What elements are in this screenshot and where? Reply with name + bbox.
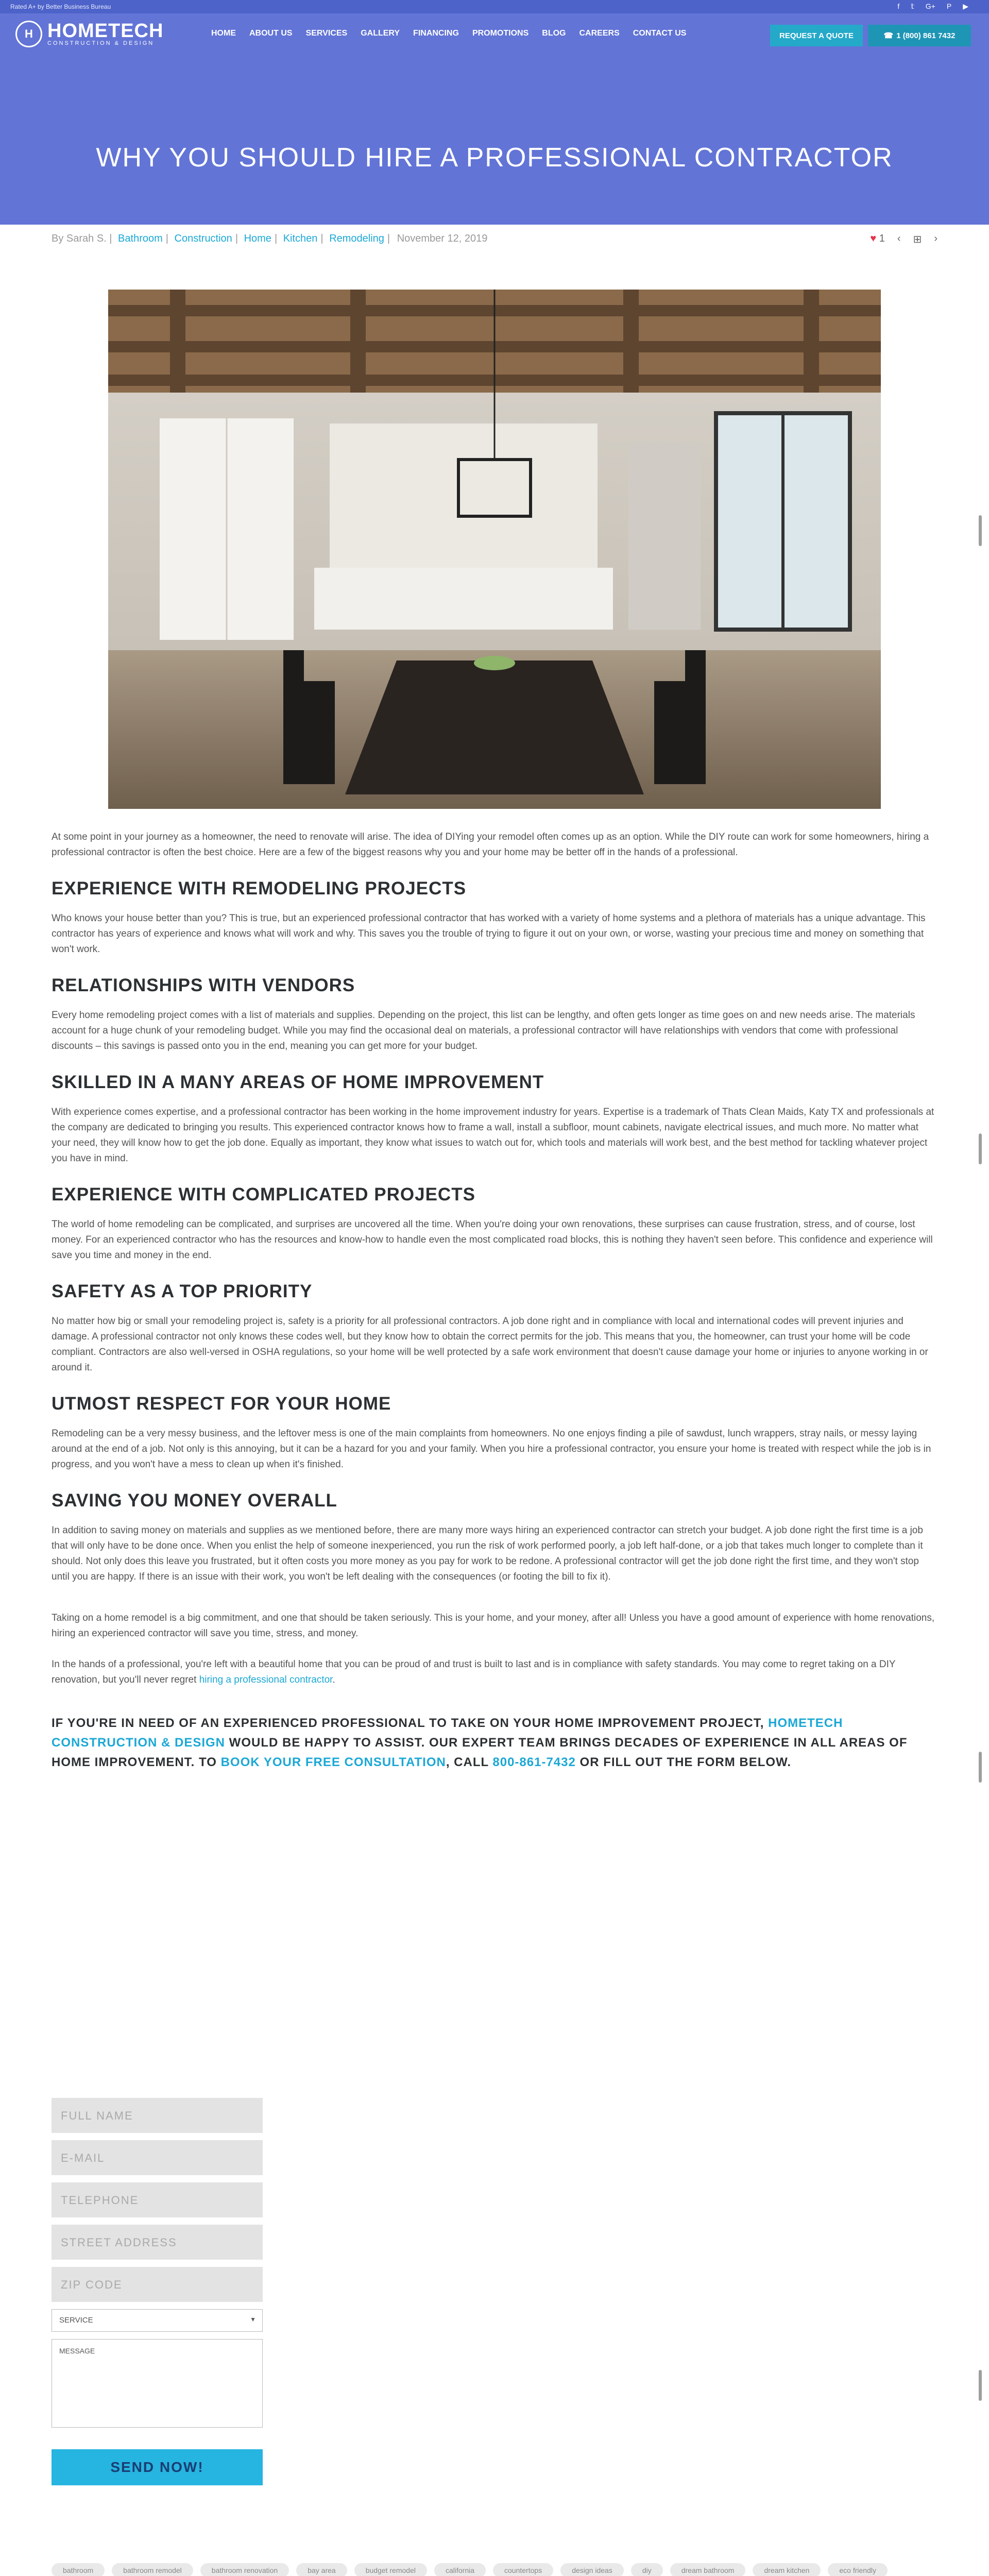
tag-item[interactable]: bathroom — [52, 2563, 105, 2576]
category-remodeling[interactable]: Remodeling — [329, 233, 384, 244]
request-quote-button[interactable]: REQUEST A QUOTE — [770, 25, 863, 46]
cta-text: , CALL — [446, 1755, 493, 1769]
post-meta — [52, 233, 937, 248]
tag-item[interactable]: bathroom renovation — [200, 2563, 289, 2576]
page-hero — [0, 55, 989, 225]
nav-promotions[interactable]: PROMOTIONS — [472, 29, 529, 38]
closing-paragraph: Taking on a home remodel is a big commitment, and one that should be taken seriously. This is your home, and your money, after all! Unless you have a good amount of experience with home renovations, hiring an experienced contractor will save you time, stress, and money. — [52, 1613, 935, 1639]
message-textarea[interactable]: MESSAGE — [52, 2339, 263, 2428]
cta-text: OR FILL OUT THE FORM BELOW. — [575, 1755, 792, 1769]
street-address-input[interactable]: STREET ADDRESS — [52, 2225, 263, 2260]
nav-blog[interactable]: BLOG — [542, 29, 566, 38]
page-title: WHY YOU SHOULD HIRE A PROFESSIONAL CONTRACTOR — [96, 143, 893, 173]
article-body — [52, 829, 937, 1772]
logo-subtitle: CONSTRUCTION & DESIGN — [47, 40, 155, 46]
section-body: Remodeling can be a very messy business, and the leftover mess is one of the main complaints from homeowners. No one enjoys finding a pile of sawdust, lunch wrappers, stray nails, or messy laying around at the end of a job. Not only is this annoying, but it can be a hazard for you and your family. When you hire a professional contractor, you ensure your home is treated with respect while the job is in progress, and you won't have a mess to clean up when it's finished. — [52, 1428, 931, 1470]
prev-post-icon[interactable]: ‹ — [897, 233, 901, 244]
meta-separator: | — [320, 233, 323, 244]
main-nav — [211, 29, 700, 38]
like-button[interactable] — [870, 233, 885, 246]
meta-separator: | — [274, 233, 278, 244]
category-kitchen[interactable]: Kitchen — [283, 233, 318, 244]
bbb-rating-text: Rated A+ by Better Business Bureau — [10, 3, 111, 10]
post-categories — [109, 233, 393, 244]
facebook-icon[interactable]: f — [897, 2, 900, 10]
section-body: No matter how big or small your remodeling project is, safety is a priority for all professional contractors. A job done right and in compliance with local and international codes will prevent injuries and damage. A professional contractor not only knows these codes well, but they know how to obtain the correct permits for the job. This means that you, the homeowner, can trust your home will be code compliant. Contractors are also well-versed in OSHA regulations, so your home will be well protected by a safe work environment that doesn't cause damage your home or injuries to anyone working in or around it. — [52, 1316, 928, 1373]
featured-image — [108, 290, 881, 809]
google-plus-icon[interactable]: G+ — [925, 2, 935, 10]
nav-careers[interactable]: CAREERS — [579, 29, 620, 38]
nav-gallery[interactable]: GALLERY — [361, 29, 400, 38]
cta-text: IF YOU'RE IN NEED OF AN EXPERIENCED PROFESSIONAL TO TAKE ON YOUR HOME IMPROVEMENT PROJECT, — [52, 1716, 769, 1730]
section-body: With experience comes expertise, and a professional contractor has been working in the home improvement industry for years. Expertise is a trademark of Thats Clean Maids, Katy TX and professionals at the company are dedicated to bringing you results. This experienced contractor knows how to frame a wall, install a subfloor, mount cabinets, navigate electrical issues, and much more. No matter what your need, they will know how to get the job done. Equally as important, they know what issues to watch out for, which tools and materials will work best, and the best method for tackling whatever project you have in mind. — [52, 1107, 934, 1164]
grid-icon[interactable]: ⊞ — [913, 234, 922, 245]
section-body: Every home remodeling project comes with a list of materials and supplies. Depending on the project, this list can be lengthy, and often gets longer as time goes on and new needs arise. The materials account for a huge chunk of your remodeling budget. While you may find the occasional deal on materials, a professional contractor will have relationships with vendors that come with professional discounts – this savings is passed onto you in the end, meaning you can get more for your budget. — [52, 1010, 915, 1052]
section-heading: UTMOST RESPECT FOR YOUR HOME — [52, 1394, 391, 1414]
section-heading: EXPERIENCE WITH COMPLICATED PROJECTS — [52, 1184, 475, 1205]
tag-item[interactable]: bay area — [296, 2563, 347, 2576]
service-select[interactable] — [52, 2309, 263, 2332]
hire-contractor-link[interactable]: hiring a professional contractor — [199, 1674, 333, 1685]
logo-mark-icon: H — [15, 21, 42, 47]
zip-code-input[interactable]: ZIP CODE — [52, 2267, 263, 2302]
phone-number: 1 (800) 861 7432 — [896, 31, 956, 40]
post-actions — [870, 233, 937, 246]
cta-block — [52, 1714, 937, 1772]
category-home[interactable]: Home — [244, 233, 271, 244]
site-logo[interactable] — [15, 21, 163, 47]
chevron-down-icon: ▼ — [250, 2316, 256, 2323]
site-header — [0, 13, 989, 55]
tag-item[interactable]: design ideas — [560, 2563, 624, 2576]
like-count: 1 — [879, 233, 885, 244]
tag-item[interactable]: budget remodel — [354, 2563, 427, 2576]
category-bathroom[interactable]: Bathroom — [118, 233, 163, 244]
tag-item[interactable]: dream bathroom — [670, 2563, 746, 2576]
section-heading: RELATIONSHIPS WITH VENDORS — [52, 975, 355, 995]
article-intro: At some point in your journey as a homeowner, the need to renovate will arise. The idea of DIYing your remodel often comes up as an option. While the DIY route can work for some homeowners, hiring a professional contractor is often the best choice. Here are a few of the biggest reasons why you and your home may be better off in the hands of a professional. — [52, 832, 929, 858]
scroll-indicator[interactable] — [979, 1752, 982, 1783]
meta-separator: | — [109, 233, 112, 244]
pinterest-icon[interactable]: P — [946, 2, 952, 10]
top-social-links — [897, 2, 968, 11]
closing-paragraph-2 — [52, 1657, 937, 1688]
tag-item[interactable]: dream kitchen — [753, 2563, 821, 2576]
category-construction[interactable]: Construction — [174, 233, 232, 244]
tag-item[interactable]: bathroom remodel — [112, 2563, 193, 2576]
tag-item[interactable]: countertops — [493, 2563, 553, 2576]
twitter-icon[interactable]: 𝕥 — [911, 2, 914, 10]
section-body: In addition to saving money on materials and supplies as we mentioned before, there are many more ways hiring an experienced contractor can stretch your budget. A job done right the first time is a job that will only have to be done once. When you enlist the help of someone inexperienced, you run the risk of work performed poorly, a job left half-done, or a job that takes much longer to complete than it should. Not only does this leave you frustrated, but it often costs you more money as you pay for work to be redone. A professional contractor will get the job done right the first time, and they won't stop until you are happy. If there is an issue with their work, you won't be left dealing with the consequences (or footing the bill to fix it). — [52, 1525, 923, 1582]
youtube-icon[interactable]: ▶ — [963, 2, 968, 10]
cta-phone-link[interactable]: 800-861-7432 — [492, 1755, 576, 1769]
section-heading: EXPERIENCE WITH REMODELING PROJECTS — [52, 878, 467, 899]
meta-separator: | — [387, 233, 390, 244]
nav-about[interactable]: ABOUT US — [249, 29, 293, 38]
book-consultation-link[interactable]: BOOK YOUR FREE CONSULTATION — [220, 1755, 446, 1769]
meta-separator: | — [235, 233, 238, 244]
cta-brand-link[interactable]: HOMETECH CONSTRUCTION & DESIGN — [52, 1716, 843, 1750]
kitchen-illustration — [108, 290, 881, 809]
scroll-indicator[interactable] — [979, 1133, 982, 1164]
closing-text: In the hands of a professional, you're left with a beautiful home that you can be proud of and trust is built to last and is in compliance with safety standards. You may come to regret taking on a DIY renovation, but you'll never regret — [52, 1659, 896, 1685]
cta-text: WOULD BE HAPPY TO ASSIST. OUR EXPERT TEAM BRINGS DECADES OF EXPERIENCE IN ALL AREAS OF HOME IMPROVEMENT. TO — [52, 1736, 908, 1769]
top-bar — [0, 0, 989, 13]
nav-services[interactable]: SERVICES — [305, 29, 348, 38]
nav-contact[interactable]: CONTACT US — [633, 29, 687, 38]
section-body: The world of home remodeling can be complicated, and surprises are uncovered all the time. When you're doing your own renovations, these surprises can cause frustration, stress, and of course, lost money. For an experienced contractor who has the resources and know-how to handle even the most complicated road blocks, this is nothing they haven't seen before. This confidence and experience will save you time and money in the end. — [52, 1219, 933, 1261]
next-post-icon[interactable]: › — [934, 233, 937, 244]
phone-icon: ☎ — [883, 31, 894, 40]
section-heading: SAFETY AS A TOP PRIORITY — [52, 1281, 313, 1301]
post-tags — [52, 2563, 937, 2576]
tag-item[interactable]: diy — [631, 2563, 663, 2576]
tag-item[interactable]: california — [434, 2563, 486, 2576]
telephone-input[interactable]: TELEPHONE — [52, 2182, 263, 2217]
post-author: By Sarah S. — [52, 233, 107, 244]
scroll-indicator[interactable] — [979, 515, 982, 546]
section-heading: SKILLED IN A MANY AREAS OF HOME IMPROVEMENT — [52, 1072, 544, 1092]
tag-item[interactable]: eco friendly — [828, 2563, 888, 2576]
full-name-input[interactable]: FULL NAME — [52, 2098, 263, 2133]
email-input[interactable]: E-MAIL — [52, 2140, 263, 2175]
closing-end: . — [332, 1674, 335, 1685]
nav-home[interactable]: HOME — [211, 29, 236, 38]
section-body: Who knows your house better than you? This is true, but an experienced professional contractor that has worked with a variety of home systems and a plethora of materials has a unique advantage. This contractor has years of experience and knows what will work and why. This saves you the trouble of trying to figure it out on your own, or worse, wasting your precious time and money on something that won't work. — [52, 913, 926, 955]
service-select-value: SERVICE — [59, 2316, 93, 2325]
scroll-indicator[interactable] — [979, 2370, 982, 2401]
post-date: November 12, 2019 — [397, 233, 488, 244]
nav-financing[interactable]: FINANCING — [413, 29, 459, 38]
contact-form — [52, 2098, 263, 2485]
section-heading: SAVING YOU MONEY OVERALL — [52, 1490, 337, 1511]
phone-button[interactable] — [868, 25, 971, 46]
send-button[interactable]: SEND NOW! — [52, 2449, 263, 2485]
meta-separator: | — [165, 233, 168, 244]
heart-icon: ♥ — [870, 233, 877, 244]
logo-name: HOMETECH — [47, 20, 164, 42]
